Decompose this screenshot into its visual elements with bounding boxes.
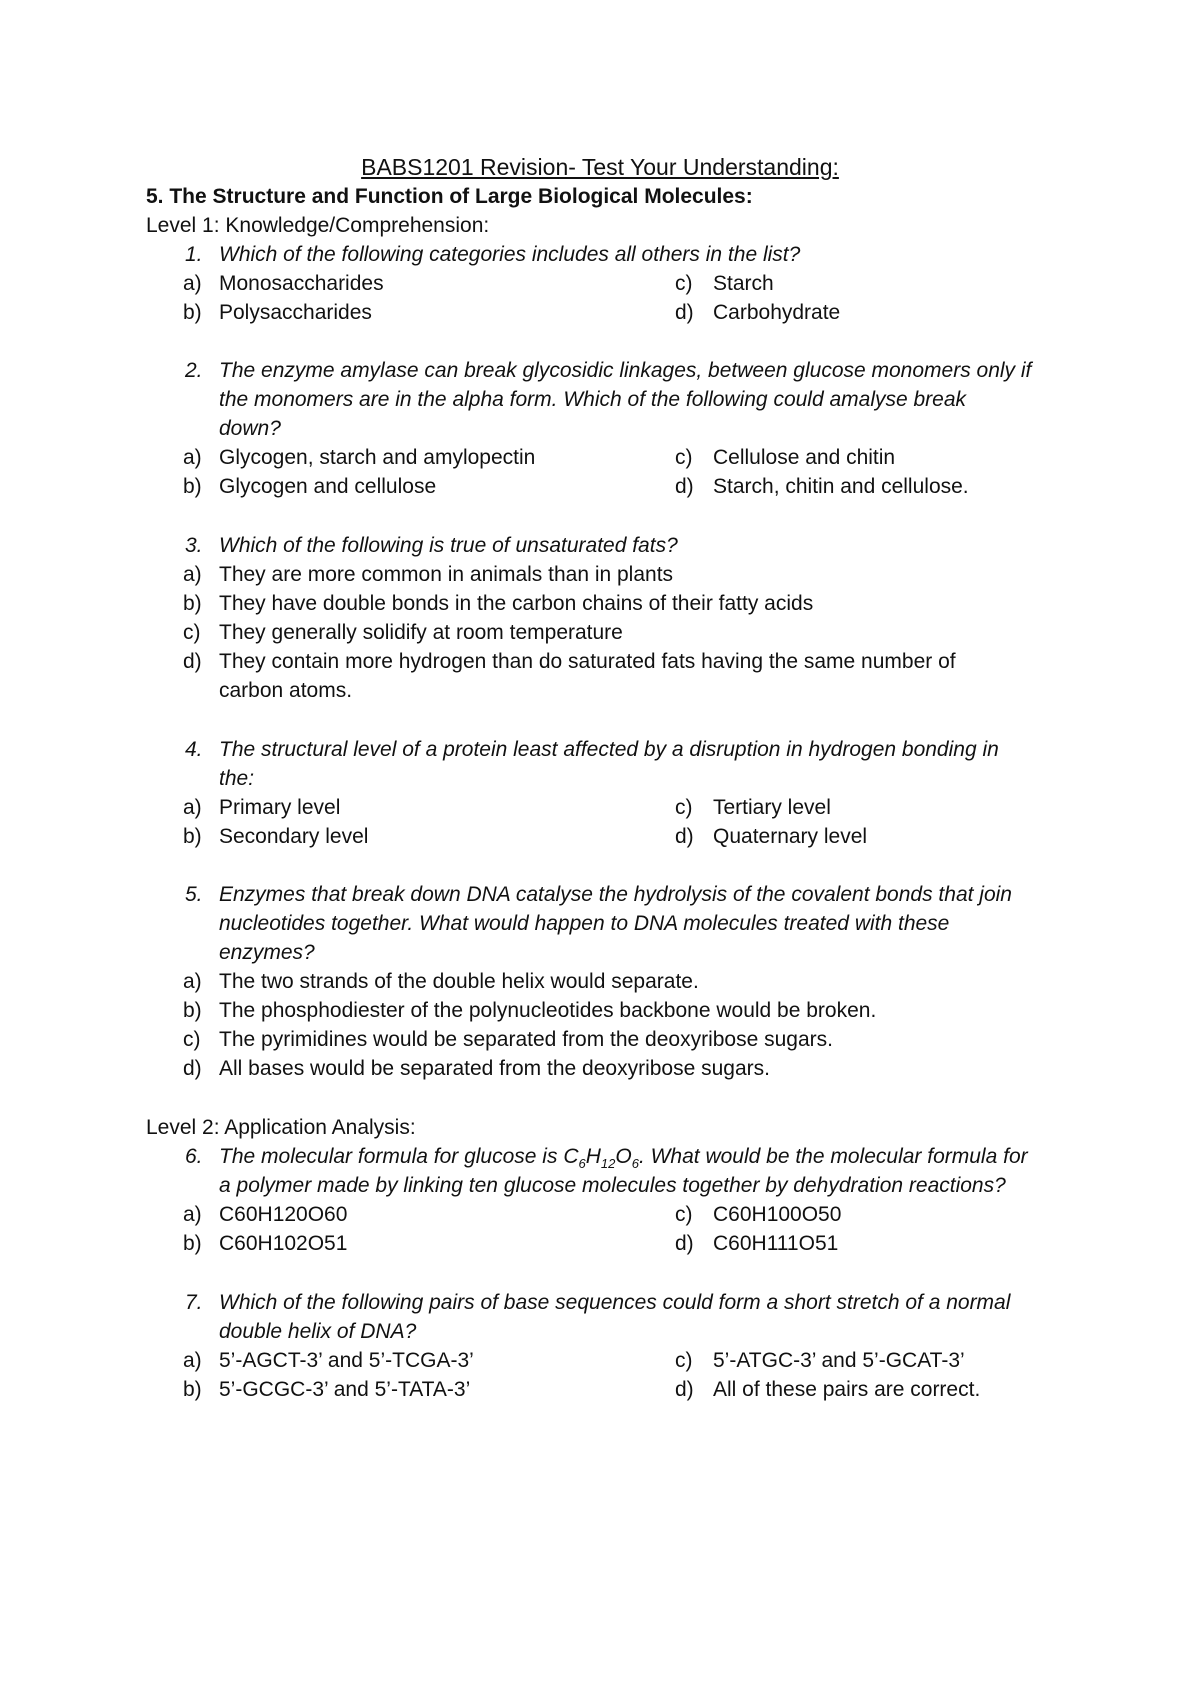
question-text: The molecular formula for glucose is $C_6H_{12}O_6$. What would be the molecular formula for [219,1145,1028,1172]
section-heading: 5. The Structure and Function of Large Biological Molecules: [146,185,753,208]
question-text: a polymer made by linking ten glucose molecules together by dehydration reactions? [219,1174,1006,1197]
option-label: c) [675,272,693,295]
option-label: c) [183,1028,201,1051]
option-text: 5’-GCGC-3’ and 5’-TATA-3’ [219,1378,471,1401]
option-text: The pyrimidines would be separated from the deoxyribose sugars. [219,1028,833,1051]
question-text: Which of the following pairs of base sequences could form a short stretch of a normal [219,1291,1011,1314]
option-text: Tertiary level [713,796,831,819]
question-text: The enzyme amylase can break glycosidic linkages, between glucose monomers only if [219,359,1032,382]
question-number: 5. [185,883,203,906]
question-number: 3. [185,534,203,557]
question-text: the: [219,767,255,790]
option-label: d) [675,301,694,324]
option-label: a) [183,563,202,586]
option-text: Glycogen, starch and amylopectin [219,446,536,469]
question-text: nucleotides together. What would happen to DNA molecules treated with these [219,912,950,935]
option-text: They have double bonds in the carbon chains of their fatty acids [219,592,814,615]
option-text: Carbohydrate [713,301,841,324]
question-text: Which of the following categories includes all others in the list? [219,243,801,266]
question-number: 4. [185,738,203,761]
option-text: They contain more hydrogen than do saturated fats having the same number of [219,650,956,673]
option-text: Starch [713,272,774,295]
option-label: c) [183,621,201,644]
option-label: c) [675,1349,693,1372]
question-number: 2. [185,359,203,382]
question-text: double helix of DNA? [219,1320,417,1343]
option-label: b) [183,825,202,848]
option-label: c) [675,796,693,819]
question-text: the monomers are in the alpha form. Which of the following could amalyse break [219,388,967,411]
option-label: a) [183,970,202,993]
option-label: d) [675,825,694,848]
option-label: a) [183,796,202,819]
question-text: Enzymes that break down DNA catalyse the hydrolysis of the covalent bonds that join [219,883,1012,906]
question-number: 6. [185,1145,203,1168]
option-text: 5’-ATGC-3’ and 5’-GCAT-3’ [713,1349,965,1372]
option-label: c) [675,1203,693,1226]
option-text: They generally solidify at room temperature [219,621,623,644]
option-text: All of these pairs are correct. [713,1378,981,1401]
option-text: Monosaccharides [219,272,384,295]
option-label: b) [183,1232,202,1255]
question-text: Which of the following is true of unsaturated fats? [219,534,678,557]
question-text: enzymes? [219,941,315,964]
option-text: The two strands of the double helix would separate. [219,970,699,993]
option-text: Starch, chitin and cellulose. [713,475,969,498]
option-label: d) [183,1057,202,1080]
option-text: C60H111O51 [713,1232,839,1255]
option-label: b) [183,475,202,498]
option-label: d) [675,1232,694,1255]
level-1-heading: Level 1: Knowledge/Comprehension: [146,214,490,237]
option-text: Primary level [219,796,341,819]
question-text: down? [219,417,281,440]
option-label: a) [183,1349,202,1372]
option-text: carbon atoms. [219,679,353,702]
option-text: C60H102O51 [219,1232,348,1255]
option-text: 5’-AGCT-3’ and 5’-TCGA-3’ [219,1349,474,1372]
option-text: All bases would be separated from the deoxyribose sugars. [219,1057,770,1080]
option-text: They are more common in animals than in plants [219,563,674,586]
page-title: BABS1201 Revision- Test Your Understanding: [361,154,839,180]
option-label: b) [183,1378,202,1401]
option-text: Cellulose and chitin [713,446,896,469]
option-text: Polysaccharides [219,301,372,324]
option-label: b) [183,301,202,324]
option-text: C60H100O50 [713,1203,842,1226]
level-2-heading: Level 2: Application Analysis: [146,1116,416,1139]
option-label: a) [183,1203,202,1226]
option-label: a) [183,446,202,469]
option-label: d) [675,1378,694,1401]
question-number: 1. [185,243,203,266]
option-label: b) [183,999,202,1022]
option-text: The phosphodiester of the polynucleotides backbone would be broken. [219,999,877,1022]
question-text: The structural level of a protein least affected by a disruption in hydrogen bonding in [219,738,999,761]
option-label: b) [183,592,202,615]
option-label: c) [675,446,693,469]
option-label: d) [183,650,202,673]
option-text: C60H120O60 [219,1203,348,1226]
option-text: Secondary level [219,825,369,848]
option-label: d) [675,475,694,498]
option-text: Quaternary level [713,825,868,848]
question-number: 7. [185,1291,203,1314]
option-text: Glycogen and cellulose [219,475,437,498]
option-label: a) [183,272,202,295]
